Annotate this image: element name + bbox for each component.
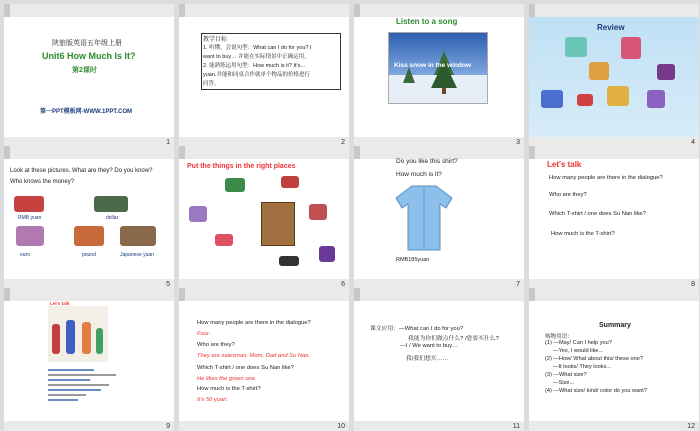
dialogue-illustration [48,306,108,362]
slide-title-text: Let's talk [50,301,70,306]
pound-banknote-icon [74,226,104,246]
slide-thumbnail-4[interactable] [529,4,699,147]
cap-icon [577,94,593,106]
question-line: Do you like this shirt? [396,158,458,165]
answer-line: It's 50 yuan. [197,397,229,403]
slide-thumbnail-3[interactable] [354,4,524,147]
slide-header-strip [179,288,349,301]
slide-title-text: Listen to a song [396,17,458,26]
slide-header-strip [529,288,699,301]
currency-label: Japanese yuan [120,252,154,258]
wardrobe-icon [261,202,295,246]
shoes-icon [279,256,299,266]
question-line: How many people are there in the dialogue? [197,320,311,326]
currency-label: RMB yuan [18,215,42,221]
slide-number: 5 [166,281,170,288]
slide-number: 9 [166,423,170,430]
application-line: 我能为你们做点什么? /您要买什么? [408,336,499,342]
answer-line: Four. [197,331,211,337]
answer-line: They are salesman, Mom, Dad and Su Nan. [197,353,311,359]
cap-icon [281,176,299,188]
slide-thumbnail-10[interactable] [179,288,349,431]
slide-header-strip [4,288,174,301]
song-caption: Kiss snow in the window [394,62,471,69]
hat-icon [215,234,233,246]
shoes-icon [621,37,641,59]
dress-icon [319,246,335,262]
slide-number: 10 [337,423,345,430]
slide-number: 3 [516,139,520,146]
summary-line: (3) —What size? [545,372,587,378]
currency-label: pound [82,252,96,258]
skirt-icon [607,86,629,106]
question-line: Which T-shirt / one does Su Nan like? [197,365,294,371]
slide-lesson-text: 第2课时 [72,67,97,74]
slide-thumbnail-11[interactable] [354,288,524,431]
slide-footer-text: 第一PPT模板网-WWW.1PPT.COM [40,109,132,115]
slide-thumbnail-6[interactable] [179,146,349,289]
objective-line: 问答。 [203,81,220,87]
slide-number: 8 [691,281,695,288]
summary-line: 购物用语： [545,334,573,340]
euro-banknote-icon [16,226,44,246]
summary-line: —Size... [553,380,575,386]
sweater-icon [225,178,245,192]
prompt-line: Look at these pictures. What are they? Do you know? [10,168,153,174]
question-line: Which T-shirt / one does Su Nan like? [549,211,646,217]
slide-header-strip [4,146,174,159]
scarf-icon [189,206,207,222]
currency-label: euro [20,252,31,258]
question-line: How many people are there in the dialogue? [549,175,663,181]
prompt-line: Who knows the money? [10,179,75,185]
shorts-icon [657,64,675,80]
objective-line: yuan.并能和同桌合作就单个物品的价格进行 [203,72,310,78]
person-icon [52,324,60,354]
person-icon [96,328,103,354]
question-line: Who are they? [197,342,235,348]
question-line: How much is the T-shirt? [551,231,615,237]
slide-header-strip [179,146,349,159]
slide-title-text: Put the things in the right places [187,163,296,170]
question-line: How much is it? [396,171,442,178]
slide-thumbnail-7[interactable] [354,146,524,289]
summary-line: (4) —What size/ kind/ color do you want? [545,388,647,394]
slide-number: 6 [341,281,345,288]
summary-line: (2) —How/ What about this/ these one? [545,356,643,362]
shirt-image [394,182,454,252]
objective-line: 2. 能熟练运用句型：How much is it? It's… [203,63,306,69]
slide-number: 2 [341,139,345,146]
slide-thumbnail-12[interactable] [529,288,699,431]
slide-header-strip [529,146,699,159]
slide-header-strip [4,4,174,17]
tree-icon [389,33,489,105]
slide-title-text: Unit6 How Much Is It? [42,51,136,61]
answer-line: He likes the green one. [197,376,257,382]
slide-thumbnail-8[interactable] [529,146,699,289]
socks-icon [647,90,665,108]
slide-footer-strip [179,421,349,431]
slide-thumbnail-1[interactable] [4,4,174,147]
dollar-banknote-icon [94,196,128,212]
objectives-heading: 教学目标 [203,37,228,43]
objective-line: want to buy… 并能在实际情景中正确运用。 [203,54,310,60]
question-line: Who are they? [549,192,587,198]
slide-header-strip [354,4,524,17]
slide-title-text: Let's talk [547,160,582,169]
currency-label: dollar [106,215,119,221]
slide-footer-strip [529,421,699,431]
slide-number: 12 [687,423,695,430]
slide-thumbnail-2[interactable] [179,4,349,147]
slide-header-strip [529,4,699,17]
tshirt-icon [541,90,563,108]
slide-footer-strip [4,421,174,431]
slide-header-strip [179,4,349,17]
shirt-icon [309,204,327,220]
summary-line: (1) —May/ Can I help you? [545,340,612,346]
application-line: 我/我们想买…… [406,356,449,362]
slide-number: 4 [691,139,695,146]
jacket-icon [589,62,609,80]
summary-line: —Yes, I would like... [553,348,604,354]
slide-thumbnail-9[interactable] [4,288,174,431]
slide-title-text: Summary [599,322,631,329]
slide-footer-strip [354,421,524,431]
person-icon [82,322,91,354]
objective-line: 1. 听懂，会说句型：What can I do for you? I [203,45,312,51]
price-label: RMB185yuan [396,257,430,263]
summary-line: —It looks/ They looks... [553,364,612,370]
yen-banknote-icon [120,226,156,246]
application-line: 课文应用：—What can I do for you? [370,326,464,332]
person-icon [66,320,75,354]
application-line: —I / We want to buy… [400,343,458,349]
rmb-banknote-icon [14,196,44,212]
slide-number: 1 [166,139,170,146]
slide-thumbnail-5[interactable] [4,146,174,289]
slide-header-strip [354,288,524,301]
sweater-icon [565,37,587,57]
slide-subtitle-text: 陕旅版英语五年级上册 [52,40,122,47]
dialogue-text-block [48,366,124,414]
question-line: How much is the T-shirt? [197,386,261,392]
slide-title-text: Review [597,23,625,32]
slide-number: 7 [516,281,520,288]
slide-number: 11 [512,423,520,430]
